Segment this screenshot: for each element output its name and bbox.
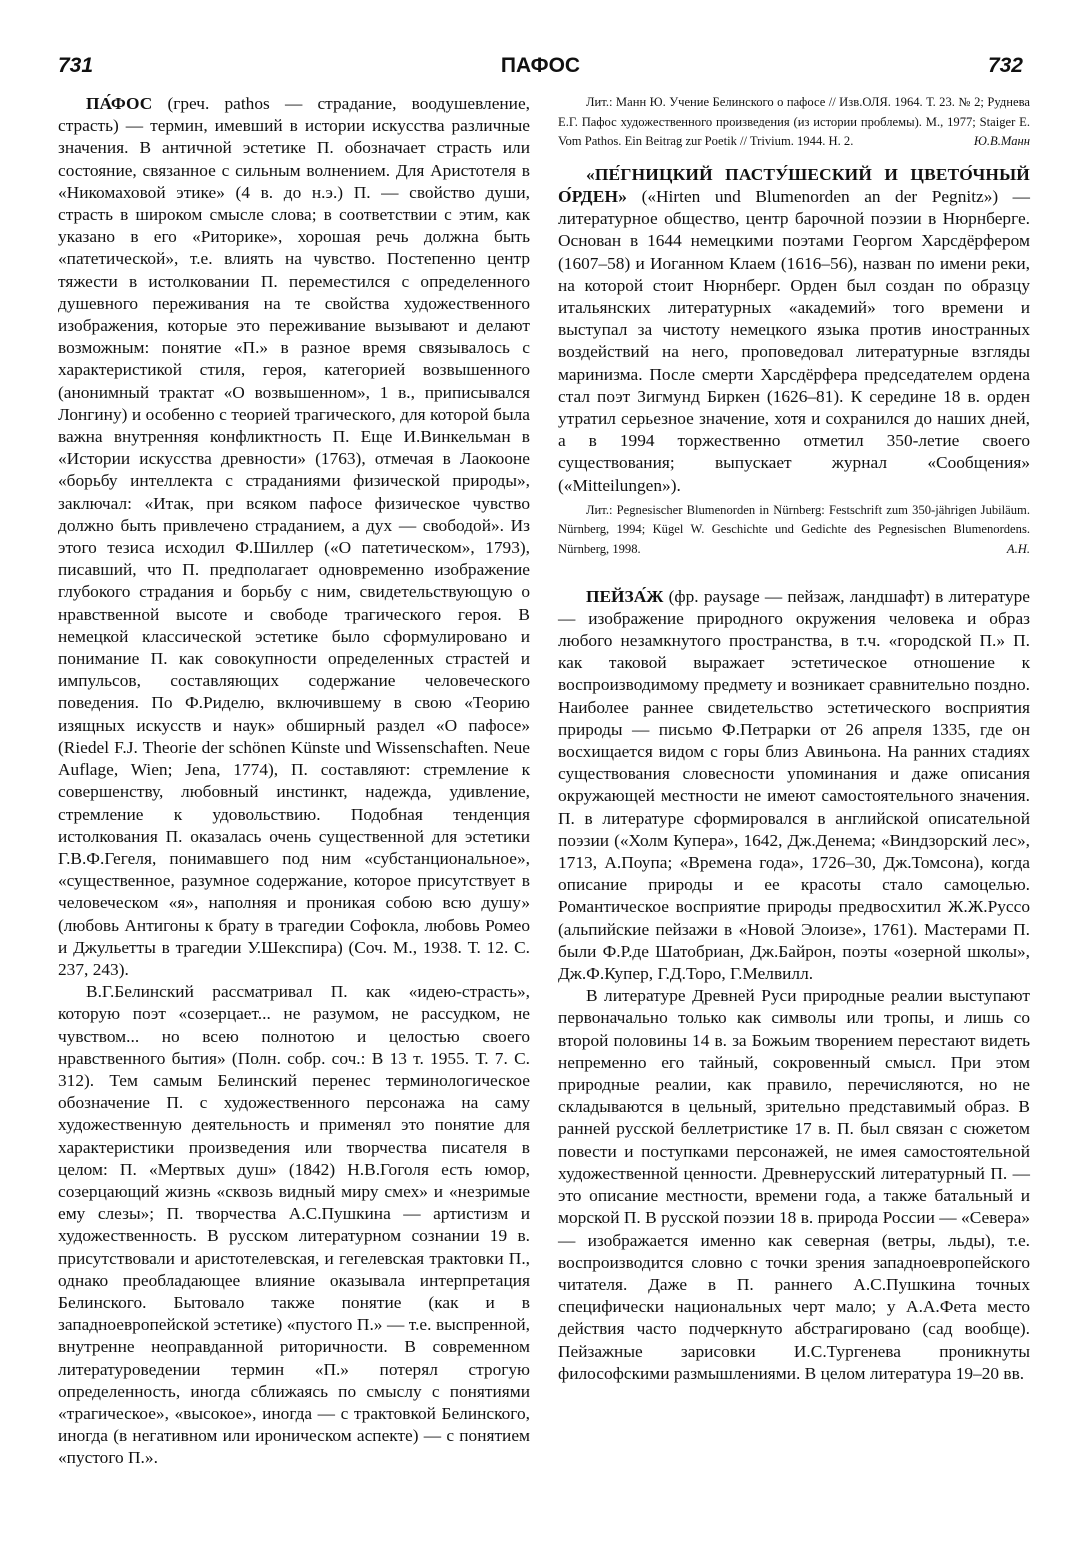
running-title: ПАФОС (500, 54, 581, 77)
pafos-author-signature: Ю.В.Манн (973, 134, 1030, 149)
page-header (58, 54, 1023, 88)
pafos-bibliography-text: Лит.: Манн Ю. Учение Белинского о пафосе // Изв.ОЛЯ. 1964. Т. 23. № 2; Руднева Е.Г. Пафос художественного произведения (из истории проблемы). М., 1977; Staiger E. Vom Pathos. Ein Beitrag zur Poetik // Trivium. 1944. H. 2. (558, 95, 1030, 149)
orden-headword: «ПЕ́ГНИЦКИЙ ПАСТУ́ШЕСКИЙ И ЦВЕТО́ЧНЫЙ О́РДЕН» (558, 164, 1030, 206)
peizazh-headword: ПЕЙЗА́Ж (586, 586, 664, 606)
orden-bibliography (558, 501, 1030, 560)
right-column (558, 93, 1030, 1385)
orden-bibliography-text: Лит.: Pegnesischer Blumenorden in Nürnberg: Festschrift zum 350-jährigen Jubiläum. Nürnberg, 1994; Kügel W. Geschichte und Gedichte des Pegnesischen Blumenordens. Nürnberg, 1998. (558, 502, 1030, 557)
pafos-paragraph-2: В.Г.Белинский рассматривал П. как «идею-страсть», которую поэт «созерцает... не разумом, не рассудком, не чувством... но всею полнотою и целостью своего нравственного бытия» (Полн. собр. соч.: В 13 т. 1955. Т. 7. С. 312). Тем самым Белинский перенес терминологическое обозначение П. с художественного персонажа на саму художественную деятельность и применял это понятие для характеристики произведения или творчества писателя в целом: П. «Мертвых душ» (1842) Н.В.Гоголя есть юмор, созерцающий жизнь «сквозь видный миру смех» и «незримые ему слезы»; П. творчества А.С.Пушкина — артистизм и художественность. В русском литературном сознании 19 в. присутствовали и аристотелевская, и гегелевская трактовки П., однако преобладающее влияние оказывала интерпретация Белинского. Бытовало также понятие (как и в западноевропейской эстетике) «пустого П.» — т.е. выспренной, внутренне неоправданной риторичности. В современном литературоведении термин «П.» потерял строгую определенность, иногда сближаясь по смыслу с понятиями «трагическое», «высокое», иногда — с трактовкой Белинского, иногда (в негативном или ироническом аспекте) — с понятием «пустого П.». (58, 982, 530, 1468)
pafos-entry-paragraph (58, 93, 530, 981)
pafos-headword: ПА́ФОС (86, 94, 153, 113)
pafos-bibliography (558, 93, 1030, 152)
orden-text: («Hirten und Blumenorden an der Pegnitz») — литературное общество, центр барочной поэзии в Нюрнберге. Основан в 1644 немецкими поэтами Георгом Харсдёрфером (1607–58) и Иоганном Клаем (1616–56), назван по имени реки, на которой стоит Нюрнберг. Орден был создан по образцу итальянских литературных «академий» того времени и выступал за чистоту немецкого языка против иностранных воздействий на него, проповедовал литературные взгляды маринизма. После смерти Харсдёрфера председателем ордена стал поэт Зигмунд Биркен (1626–81). К середине 18 в. орден утратил серьезное значение, хотя и сохранился до наших дней, а в 1994 торжественно отметил 350-летие своего существования; выпускает журнал «Сообщения» («Mitteilungen»). (558, 186, 1030, 495)
orden-entry-paragraph (558, 164, 1030, 497)
peizazh-entry-paragraph (558, 586, 1030, 986)
pafos-text: (греч. pathos — страдание, воодушевление, страсть) — термин, имевший в истории искусства различные значения. В античной эстетике П. обозначает страсть или состояние, связанное с сильным волнением. Для Аристотеля в «Никомаховой этике» (4 в. до н.э.) П. — свойство души, страсть в широком смысле слова; в соответствии с этим, как указано в его «Риторике», хорошая речь должна быть «патетической», т.е. влиять на чувство. Постепенно центр тяжести в истолковании П. переместился с определенного душевного переживания на те свойства художественного изображения, которые это переживание вызывают и делают возможным: понятие «П.» в разное время связывалось с характеристикой стиля, героя, категорией возвышенного (анонимный трактат «О возвышенном», 1 в., приписывался Лонгину) и особенно с теорией трагического, для которой была важна внутренняя конфликтность П. Еще И.Винкельман в «Истории искусства древности» (1763), отмечая в Лаокооне «борьбу интеллекта с страданиями физической природы», заключал: «Итак, при всяком пафосе физическое чувство должно быть привлечено страданием, а дух — свободой». Из этого тезиса исходил Ф.Шиллер («О патетическом», 1793), писавший, что П. предполагает одновременно изображение глубокого страдания и борьбу с ним, свидетельствующую о нравственной высоте и свободе трагического героя. В немецкой классической эстетике было сформулировано и понимание П. как совокупности определенных страстей и импульсов, составляющих содержание человеческого поведения. По Ф.Риделю, включившему в свою «Теорию изящных искусств и наук» обширный раздел «О пафосе» (Riedel F.J. Theorie der schönen Künste und Wissenschaften. Neue Auflage, Wien; Jena, 1774), П. составляют: стремление к совершенству, любовный инстинкт, надежда, удивление, стремление к удовольствию. Подобная тенденция истолкования П. оказалась очень существенной для эстетики Г.В.Ф.Гегеля, понимавшего под ним «субстанциональное», «существенное, разумное содержание, которое присутствует в человеческом «я», наполняя и проникая собою всю душу» (любовь Антигоны к брату в трагедии Софокла, любовь Ромео и Джульетты в трагедии У.Шекспира) (Соч. М., 1938. Т. 12. С. 237, 243). (58, 94, 530, 979)
page-number-left: 731 (58, 54, 94, 77)
page-number-right: 732 (987, 54, 1023, 77)
left-column (58, 93, 530, 1470)
orden-author-signature: А.Н. (1006, 542, 1030, 557)
peizazh-text: (фр. paysage — пейзаж, ландшафт) в литературе — изображение природного окружения человека и образ любого незамкнутого пространства, в т.ч. «городской П.» П. как таковой выражает эстетическое отношение к воспроизводимому предмету и возникает сравнительно поздно. Наиболее раннее свидетельство эстетического восприятия природы — письмо Ф.Петрарки от 26 апреля 1335, где он восхищается видом с горы близ Авиньона. На ранних стадиях существования словесности упоминания и даже описания окружающей местности не имеют самостоятельного значения. П. в литературе сформировался в английской описательной поэзии («Холм Купера», 1642, Дж.Денема; «Виндзорский лес», 1713, А.Поупа; «Времена года», 1726–30, Дж.Томсона), когда описание природы и ее красоты стало самоцелью. Романтическое восприятие природы предвосхитил Ж.Ж.Руссо (альпийские пейзажи в «Новой Элоизе», 1761). Мастерами П. были Ф.Р.де Шатобриан, Дж.Байрон, поэты «озерной школы», Дж.Ф.Купер, Г.Д.Торо, Г.Мелвилл. (558, 586, 1030, 984)
peizazh-paragraph-2: В литературе Древней Руси природные реалии выступают первоначально только как символы или тропы, и лишь со второй половины 14 в. за Божьим творением перестают видеть непременно его тайный, сокровенный смысл. При этом природные реалии, как правило, перечисляются, но не складываются в цельный, зрительно представимый образ. В ранней русской беллетристике 17 в. П. был связан с сюжетом повести и поступками персонажей, не имея самостоятельной художественной ценности. Древнерусский литературный П. — это описание местности, времени года, а также батальный и морской П. В русской поэзии 18 в. природа России — «Севера» — изображается именно как северная (ветры, льды), т.е. воспроизводится словно с точки зрения западноевропейского читателя. Даже в П. раннего А.С.Пушкина точных специфически национальных черт мало; у А.А.Фета место действия часто подчеркнуто абстрагировано (сад вообще). Пейзажные зарисовки И.С.Тургенева проникнуты философскими размышлениями. В целом литература 19–20 вв. (558, 986, 1030, 1383)
